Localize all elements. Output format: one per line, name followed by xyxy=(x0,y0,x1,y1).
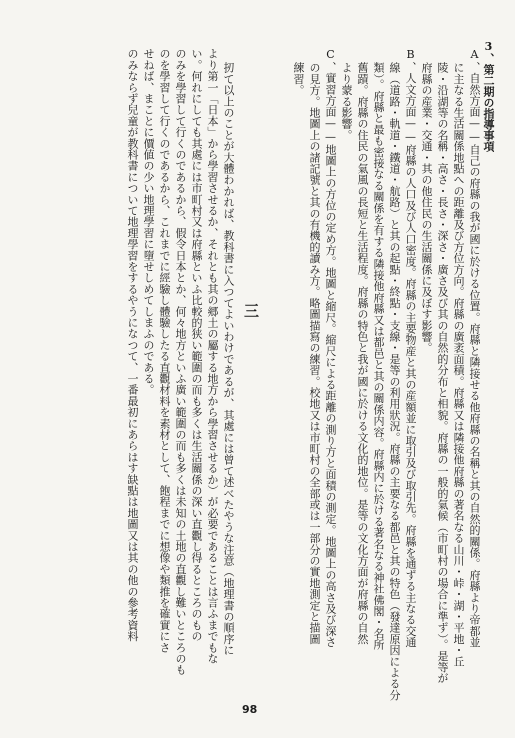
text-line: のみを學習して行くのであるから、假令日本とか、何々地方といふ廣い範圍の而も多くは未知の土地の直觀し難いところのも xyxy=(174,48,187,676)
text-line: 練習。 xyxy=(292,62,305,96)
text-line: に主なる生活關係地點への距離及び方位方向。府縣の廣袤面積。府縣又は隣接他府縣の著名なる山川・峠・湖・平地・丘 xyxy=(452,62,465,667)
page-number: 98 xyxy=(242,703,258,716)
text-line: のを學習して行くのであるから、これまでに經驗し體驗したる直觀材料を素材として、飽程までに想像や類推を確實にさ xyxy=(158,48,171,653)
text-line: A、自然方面——自己の府縣の我が國に於ける位置。府縣と隣接せる他府縣の名稱と其の自然的關係。府縣より帝都並 xyxy=(468,48,481,648)
text-line: 舊蹟。府縣の住民の氣風の長短と生活程度。府縣の特色と我が國に於ける文化的地位。是等の文化方面が府縣の自然 xyxy=(356,62,369,645)
heading-number: 3、 xyxy=(482,40,495,64)
text-line: 府縣の産業・交通・其の他住民の生活關係に及ぼす影響。 xyxy=(420,62,433,354)
chapter-heading xyxy=(482,40,495,152)
text-line: 扨て以上のことが大體わかれば、教科書に入つてよいわけであるが、其處には曾て述べたやうな注意（地理書の順序に xyxy=(222,62,235,656)
text-line: より第一「日本」から學習させるか、それとも其の郷土の屬する地方から學習させるか）が必要であることは言ふまでもな xyxy=(206,48,219,664)
text-line: B、人文方面——府縣の人口及び人口密度。府縣の主要物産と其の産額並に取引及び取引先。府縣を通ずる主なる交通 xyxy=(404,48,417,648)
text-line: い。何れにしても其處には市町村又は府縣といふ比較的狭い範圍の而も多くは生活關係の深い直觀し得るところのもの xyxy=(190,48,203,642)
text-line: せねば、まことに價値の少い地理學習に墮せしめてしまふのである。 xyxy=(142,48,155,396)
text-line: の見方。地圖上の諸記號と其の有機的讀み方。略圖描寫の練習。校地又は市町村の全部或は一部分の實地測定と描圖 xyxy=(308,62,321,645)
text-line: 陵・沿湖等の名稱・高さ・長さ・深さ・廣さ及び其の自然的分布と相貌。府縣の一般的氣候（市町村の場合に準ず）。是等が xyxy=(436,62,449,684)
section-numeral: 三 xyxy=(242,303,260,322)
text-line: のみならず兒童が教科書について地理學習をするやうになつて、一番最初にあらはす缺點は地圖又は其の他の參考資料 xyxy=(126,48,139,642)
heading-title: 第二期の指導事項 xyxy=(482,64,495,152)
text-line: 類）。府縣と最も密接なる關係を有する隣接他府縣又は都邑と其の關係内容。府縣内に於ける著名なる神社佛閣・名所 xyxy=(372,62,385,651)
text-line: より蒙る影響。 xyxy=(340,62,353,141)
text-line: 線（道路・軌道・鐵道・航路）と其の起點・終點・支線・是等の利用狀況。府縣の主要なる都邑と其の特色（發達原因による分 xyxy=(388,62,401,701)
text-line: C、實習方面——地圖上の方位の定め方。地圖と縮尺。縮尺による距離の測り方と面積の測定。地圖上の高さ及び深さ xyxy=(324,48,337,648)
